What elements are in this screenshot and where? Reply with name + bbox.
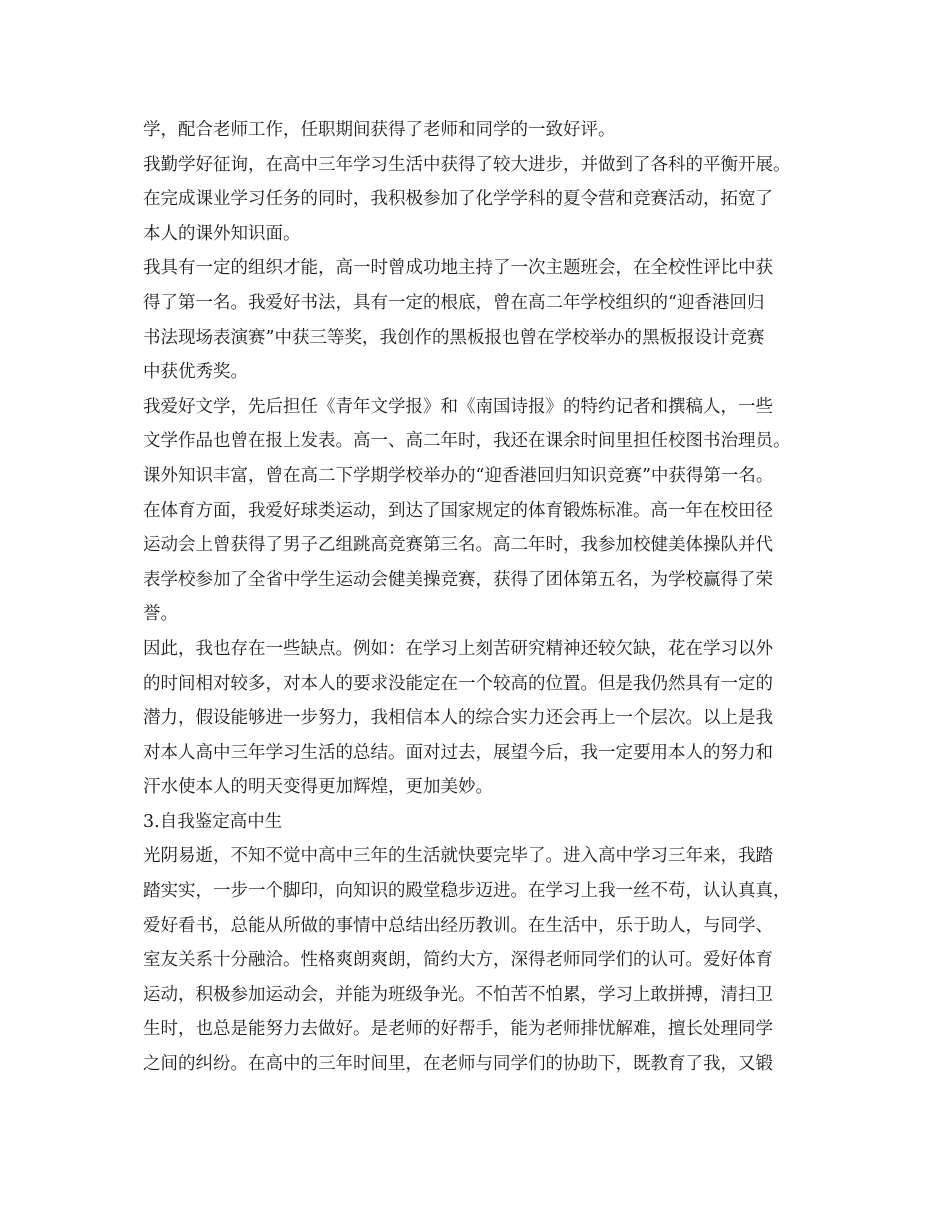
text-line: 本人的课外知识面。: [143, 223, 301, 244]
text-line: 光阴易逝，不知不觉中高中三年的生活就快要完毕了。进入高中学习三年来，我踏: [143, 846, 773, 867]
text-line: 我爱好文学，先后担任《青年文学报》和《南国诗报》的特约记者和撰稿人，一些: [143, 396, 773, 417]
text-line: 生时，也总是能努力去做好。是老师的好帮手，能为老师排忧解难，擅长处理同学: [143, 1019, 773, 1040]
text-line: 书法现场表演赛”中获三等奖，我创作的黑板报也曾在学校举办的黑板报设计竞赛: [143, 327, 765, 348]
text-line: 我勤学好征询，在高中三年学习生活中获得了较大进步，并做到了各科的平衡开展。: [143, 154, 791, 175]
text-line: 得了第一名。我爱好书法，具有一定的根底，曾在高二年学校组织的“迎香港回归: [143, 292, 765, 313]
text-line: 运动，积极参加运动会，并能为班级争光。不怕苦不怕累，学习上敢拼搏，清扫卫: [143, 984, 773, 1005]
text-line: 爱好看书，总能从所做的事情中总结出经历教训。在生活中，乐于助人，与同学、: [143, 915, 773, 936]
text-line: 因此，我也存在一些缺点。例如：在学习上刻苦研究精神还较欠缺，花在学习以外: [143, 638, 773, 659]
text-line: 运动会上曾获得了男子乙组跳高竞赛第三名。高二年时，我参加校健美体操队并代: [143, 535, 773, 556]
text-line: 3.自我鉴定高中生: [143, 811, 283, 832]
text-line: 中获优秀奖。: [143, 362, 248, 383]
text-line: 之间的纠纷。在高中的三年时间里，在老师与同学们的协助下，既教育了我，又锻: [143, 1054, 773, 1075]
text-line: 踏实实，一步一个脚印，向知识的殿堂稳步迈进。在学习上我一丝不苟，认认真真，: [143, 881, 791, 902]
text-line: 在完成课业学习任务的同时，我积极参加了化学学科的夏令营和竞赛活动，拓宽了: [143, 189, 773, 210]
text-line: 在体育方面，我爱好球类运动，到达了国家规定的体育锻炼标准。高一年在校田径: [143, 500, 773, 521]
text-line: 表学校参加了全省中学生运动会健美操竞赛，获得了团体第五名，为学校赢得了荣: [143, 569, 773, 590]
text-line: 汗水使本人的明天变得更加辉煌，更加美妙。: [143, 777, 493, 798]
text-line: 我具有一定的组织才能，高一时曾成功地主持了一次主题班会，在全校性评比中获: [143, 258, 773, 279]
text-line: 潜力，假设能够进一步努力，我相信本人的综合实力还会再上一个层次。以上是我: [143, 708, 773, 729]
text-line: 学，配合老师工作，任职期间获得了老师和同学的一致好评。: [143, 120, 616, 140]
text-line: 对本人高中三年学习生活的总结。面对过去，展望今后，我一定要用本人的努力和: [143, 742, 773, 763]
text-line: 课外知识丰富，曾在高二下学期学校举办的“迎香港回归知识竞赛”中获得第一名。: [143, 465, 774, 486]
text-line: 室友关系十分融洽。性格爽朗爽朗，简约大方，深得老师同学们的认可。爱好体育: [143, 950, 773, 971]
text-line: 文学作品也曾在报上发表。高一、高二年时，我还在课余时间里担任校图书治理员。: [143, 431, 791, 452]
text-line: 誉。: [143, 604, 178, 625]
document-body: [143, 113, 833, 1082]
text-line: 的时间相对较多，对本人的要求没能定在一个较高的位置。但是我仍然具有一定的: [143, 673, 773, 694]
